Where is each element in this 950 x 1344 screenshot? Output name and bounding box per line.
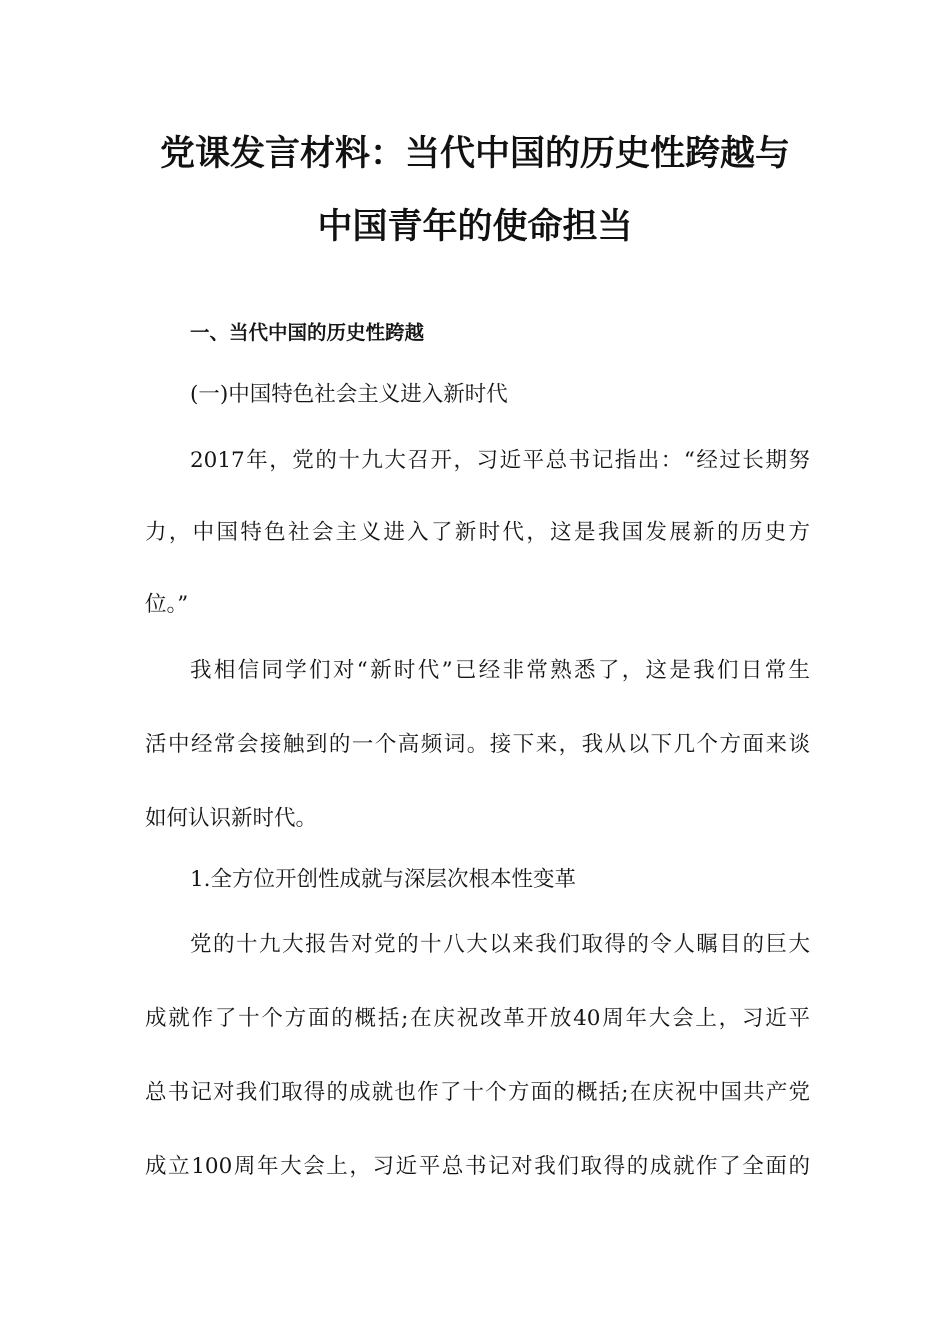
paragraph-3-line-2: 成就作了十个方面的概括;在庆祝改革开放40周年大会上，习近平 — [145, 1006, 810, 1031]
paragraph-3-line-3: 总书记对我们取得的成就也作了十个方面的概括;在庆祝中国共产党 — [145, 1080, 810, 1105]
paragraph-1-line-1: 2017年，党的十九大召开，习近平总书记指出：“经过长期努 — [190, 448, 810, 473]
paragraph-2-line-1: 我相信同学们对“新时代”已经非常熟悉了，这是我们日常生 — [190, 658, 810, 683]
paragraph-3-line-1: 党的十九大报告对党的十八大以来我们取得的令人瞩目的巨大 — [190, 932, 810, 957]
paragraph-2-line-2: 活中经常会接触到的一个高频词。接下来，我从以下几个方面来谈 — [145, 732, 810, 757]
paragraph-1-line-3: 位。” — [145, 592, 189, 617]
paragraph-2-line-3: 如何认识新时代。 — [145, 806, 318, 831]
paragraph-3-line-4: 成立100周年大会上，习近平总书记对我们取得的成就作了全面的 — [145, 1154, 810, 1179]
subsection-heading: (一)中国特色社会主义进入新时代 — [190, 382, 508, 407]
point-heading: 1.全方位开创性成就与深层次根本性变革 — [190, 867, 577, 892]
section-heading: 一、当代中国的历史性跨越 — [190, 321, 425, 344]
document-title-line-2: 中国青年的使命担当 — [317, 207, 633, 247]
paragraph-1-line-2: 力，中国特色社会主义进入了新时代，这是我国发展新的历史方 — [145, 520, 810, 545]
document-title-line-1: 党课发言材料：当代中国的历史性跨越与 — [159, 134, 790, 174]
